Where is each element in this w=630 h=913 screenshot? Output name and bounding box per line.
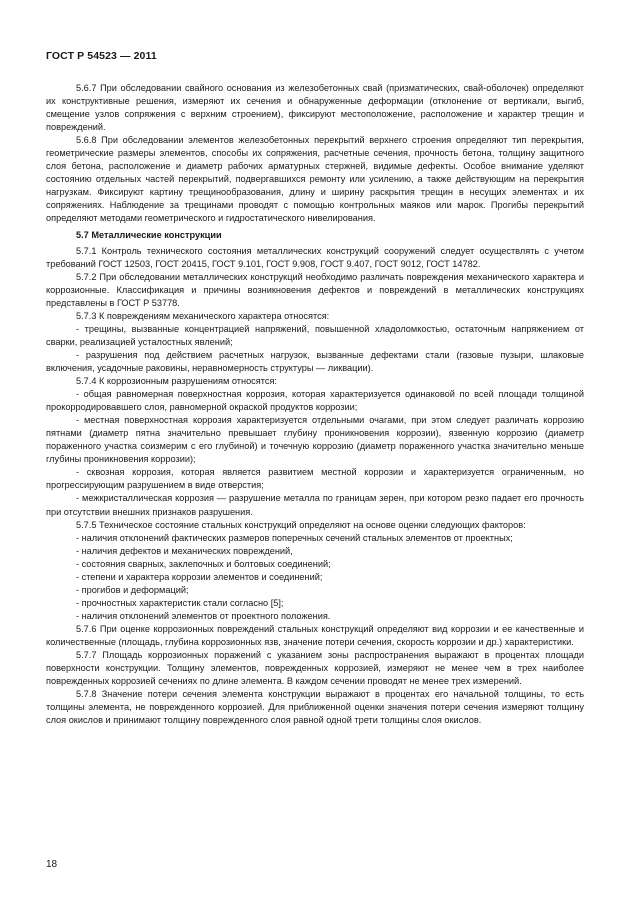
paragraph-5-7-7: 5.7.7 Площадь коррозионных поражений с указанием зоны распространения выражают в процентах площади поверхности конструкции. Толщину элементов, поврежденных коррозией, измеряют не менее чем в трех наиболее поврежденных коррозией сечениях по длине элемента. В каждом сечении проводят не менее трех измерений. (46, 650, 584, 687)
paragraph-5-7-8: 5.7.8 Значение потери сечения элемента конструкции выражают в процентах его начальной толщины, то есть толщины элемента, не поврежденного коррозией. Для приближенной оценки значения потери сечения измеряют толщину слоя окислов и принимают толщину поврежденного слоя равной одной трети толщины слоя окислов. (46, 689, 584, 726)
paragraph-5-7-4: 5.7.4 К коррозионным разрушениям относятся: (76, 376, 277, 387)
list-item: - наличия отклонений элементов от проектного положения. (76, 610, 331, 621)
list-item: - наличия дефектов и механических повреждений, (76, 545, 293, 556)
paragraph-5-7-2: 5.7.2 При обследовании металлических конструкций необходимо различать повреждения механического характера и коррозионные. Классификация и причины возникновения дефектов и повреждений в металлических конструкциях представлены в ГОСТ Р 53778. (46, 271, 584, 308)
list-item: - прочностных характеристик стали согласно [5]; (76, 597, 284, 608)
list-item: - трещины, вызванные концентрацией напряжений, повышенной хладоломкостью, остаточным напряжением от сварки, реализацией усталостных явлений; (46, 323, 584, 347)
list-item: - местная поверхностная коррозия характеризуется отдельными очагами, при этом следует различать коррозию пятнами (диаметр пятна значительно превышает глубину проникновения коррозии), язвенную коррозию (диаметр пораженного участка соизмерим с его глубиной) и точечную коррозию (диаметр пораженного участка значительно меньше глубины проникновения коррозии); (46, 415, 584, 465)
list-item: - сквозная коррозия, которая является развитием местной коррозии и характеризуется ограниченным, но прогрессирующим разрушением в виде отверстия; (46, 467, 584, 491)
document-header: ГОСТ Р 54523 — 2011 (46, 50, 157, 62)
list-item: - наличия отклонений фактических размеров поперечных сечений стальных элементов от проектных; (76, 532, 513, 543)
paragraph-5-6-8: 5.6.8 При обследовании элементов железобетонных перекрытий верхнего строения определяют тип перекрытия, геометрические размеры элементов, способы их сопряжения, расчетные сечения, прочность бетона, толщину защитного слоя бетона, расположение и диаметр рабочих арматурных стержней, видимые дефекты. Особое внимание уделяют состоянию отдельных частей перекрытий, подвергавшихся ремонту или усилению, а также действующим на перекрытия нагрузкам. Фиксируют картину трещинообразования, длину и ширину раскрытия трещин в несущих элементах и их сопряжениях. Наблюдение за трещинами проводят с помощью контрольных маяков или марок. Прогибы перекрытий определяют методами геометрического и гидростатического нивелирования. (46, 135, 584, 224)
page-number: 18 (46, 859, 58, 870)
section-title: 5.7 Металлические конструкции (76, 229, 222, 240)
document-body (46, 82, 584, 727)
list-item: - степени и характера коррозии элементов и соединений; (76, 571, 323, 582)
paragraph-5-7-1: 5.7.1 Контроль технического состояния металлических конструкций сооружений следует осуществлять с учетом требований ГОСТ 12503, ГОСТ 20415, ГОСТ 9.101, ГОСТ 9.908, ГОСТ 9.407, ГОСТ 9012, ГОСТ 14782. (46, 245, 584, 269)
paragraph-5-7-6: 5.7.6 При оценке коррозионных повреждений стальных конструкций определяют вид коррозии и ее качественные и количественные (площадь, глубина коррозионных язв, значение потери сечения, скорость коррозии и др.) характеристики. (46, 623, 584, 647)
paragraph-5-7-3: 5.7.3 К повреждениям механического характера относятся: (76, 310, 330, 321)
list-item: - прогибов и деформаций; (76, 584, 189, 595)
paragraph-5-6-7: 5.6.7 При обследовании свайного основания из железобетонных свай (призматических, свай-оболочек) определяют их конструктивные решения, измеряют их сечения и обнаруженные деформации (отклонение от вертикали, выгиб, смещение узлов сопряжения с верхним строением), фиксируют местоположение, расположение и характер трещин и повреждений. (46, 83, 584, 133)
paragraph-5-7-5: 5.7.5 Техническое состояние стальных конструкций определяют на основе оценки следующих факторов: (76, 519, 526, 530)
list-item: - межкристаллическая коррозия — разрушение металла по границам зерен, при котором резко падает его прочность при отсутствии внешних признаков разрушения. (46, 493, 584, 517)
list-item: - состояния сварных, заклепочных и болтовых соединений; (76, 558, 331, 569)
list-item: - общая равномерная поверхностная коррозия, которая характеризуется одинаковой по всей площади толщиной прокорродировавшего слоя, равномерной окраской продуктов коррозии; (46, 389, 584, 413)
list-item: - разрушения под действием расчетных нагрузок, вызванные дефектами стали (газовые пузыри, шлаковые включения, усадочные раковины, неравномерность структуры — ликвации). (46, 349, 584, 373)
